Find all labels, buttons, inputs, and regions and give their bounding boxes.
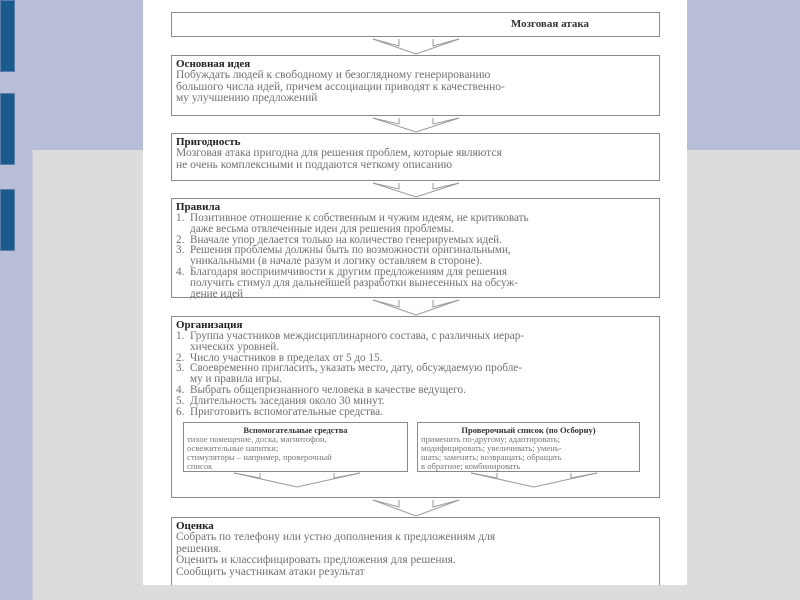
item-line: Приготовить вспомогательные средства. xyxy=(190,405,383,418)
organization-item xyxy=(176,407,655,418)
item-number: 5. xyxy=(176,394,185,407)
evaluation-line: Оценить и классифицировать предложения для решения. xyxy=(176,554,456,566)
aids-line: освежительные напитки; xyxy=(187,443,279,453)
main-idea-line: му улучшению предложений xyxy=(176,92,318,104)
main-idea-line: Побуждать людей к свободному и безоглядному генерированию xyxy=(176,69,491,81)
evaluation-heading: Оценка xyxy=(176,520,214,532)
organization-item xyxy=(176,396,655,407)
organization-heading: Организация xyxy=(176,319,243,331)
item-line: Своевременно пригласить, указать место, дату, обсуждаемую пробле- xyxy=(190,362,522,375)
item-line: му и правила игры. xyxy=(190,373,282,386)
rules-list xyxy=(176,213,655,299)
down-arrow-icon xyxy=(371,37,461,56)
item-number: 2. xyxy=(176,233,185,246)
item-line: Выбрать общепризнанного человека в качестве ведущего. xyxy=(190,383,466,396)
item-line: Благодаря восприимчивости к другим предложениям для решения xyxy=(190,265,508,278)
down-arrow-icon xyxy=(232,471,362,489)
item-number: 4. xyxy=(176,383,185,396)
aids-line: стимуляторы – например, проверочный xyxy=(187,452,332,462)
main-idea-line: большого числа идей, причем ассоциации приводят к качественно- xyxy=(176,80,505,93)
item-number: 1. xyxy=(176,330,185,342)
evaluation-line: Сообщить участникам атаки результат xyxy=(176,565,365,578)
rules-item xyxy=(176,267,655,299)
item-line: дение идей xyxy=(190,287,244,300)
item-line: Число участников в пределах от 5 до 15. xyxy=(190,351,383,364)
accent-block xyxy=(0,0,15,72)
aids-line: тихое помещение, доска, магнитофон, xyxy=(187,434,327,444)
rules-box xyxy=(171,198,660,298)
down-arrow-icon xyxy=(469,471,599,489)
title-box xyxy=(171,12,660,37)
down-arrow-icon xyxy=(371,298,461,317)
suitability-heading: Пригодность xyxy=(176,136,241,148)
item-number: 1. xyxy=(176,212,185,224)
suitability-line: не очень комплексными и поддаются четкому описанию xyxy=(176,158,453,171)
suitability-line: Мозговая атака пригодна для решения проблем, которые являются xyxy=(176,147,502,159)
diagram-title: Мозговая атака xyxy=(510,18,589,30)
item-line: хических уровней. xyxy=(190,340,280,353)
item-line: даже весьма отвлеченные идеи для решения проблемы. xyxy=(190,222,455,235)
checklist-line: модифицировать; увеличивать; умень- xyxy=(421,443,562,453)
item-number: 3. xyxy=(176,244,185,257)
item-line: Группа участников междисциплинарного состава, с различных иерар- xyxy=(190,330,525,342)
rules-item xyxy=(176,213,655,235)
organization-list xyxy=(176,331,655,417)
accent-block xyxy=(0,93,15,165)
item-line: Вначале упор делается только на количество генерируемых идей. xyxy=(190,233,502,246)
down-arrow-icon xyxy=(371,116,461,134)
item-line: Длительность заседания около 30 минут. xyxy=(190,394,385,407)
organization-box xyxy=(171,316,660,498)
item-number: 6. xyxy=(176,405,185,418)
rules-item xyxy=(176,245,655,267)
accent-block xyxy=(0,189,15,251)
checklist-box xyxy=(417,422,640,472)
checklist-line: в обратное; комбинировать xyxy=(421,461,521,471)
suitability-box xyxy=(171,133,660,181)
item-line: Позитивное отношение к собственным и чужим идеям, не критиковать xyxy=(190,212,529,224)
diagram-image xyxy=(143,0,687,585)
organization-item xyxy=(176,363,655,385)
evaluation-line: Собрать по телефону или устно дополнения к предложениям для xyxy=(176,531,496,543)
aids-heading: Вспомогательные средства xyxy=(243,425,348,435)
item-line: Решения проблемы должны быть по возможности оригинальными, xyxy=(190,244,511,257)
main-idea-box xyxy=(171,55,660,116)
aids-box xyxy=(183,422,408,472)
item-number: 4. xyxy=(176,265,185,278)
rules-heading: Правила xyxy=(176,201,221,213)
item-number: 2. xyxy=(176,351,185,364)
checklist-line: шать; заменять; возвращать; обращать xyxy=(421,452,562,462)
down-arrow-icon xyxy=(371,498,461,518)
item-number: 3. xyxy=(176,362,185,375)
evaluation-box xyxy=(171,517,660,585)
item-line: уникальными (в начале разум и логику оставляем в стороне). xyxy=(190,255,483,268)
checklist-heading: Проверочный список (по Осборну) xyxy=(461,425,596,435)
aids-line: список xyxy=(187,461,213,471)
organization-item xyxy=(176,331,655,353)
evaluation-line: решения. xyxy=(176,542,222,555)
down-arrow-icon xyxy=(371,181,461,199)
item-line: получить стимул для дальнейшей разработки вынесенных на обсуж- xyxy=(190,276,518,289)
main-idea-heading: Основная идея xyxy=(176,58,251,70)
checklist-line: применить по-другому; адаптировать; xyxy=(421,434,561,444)
